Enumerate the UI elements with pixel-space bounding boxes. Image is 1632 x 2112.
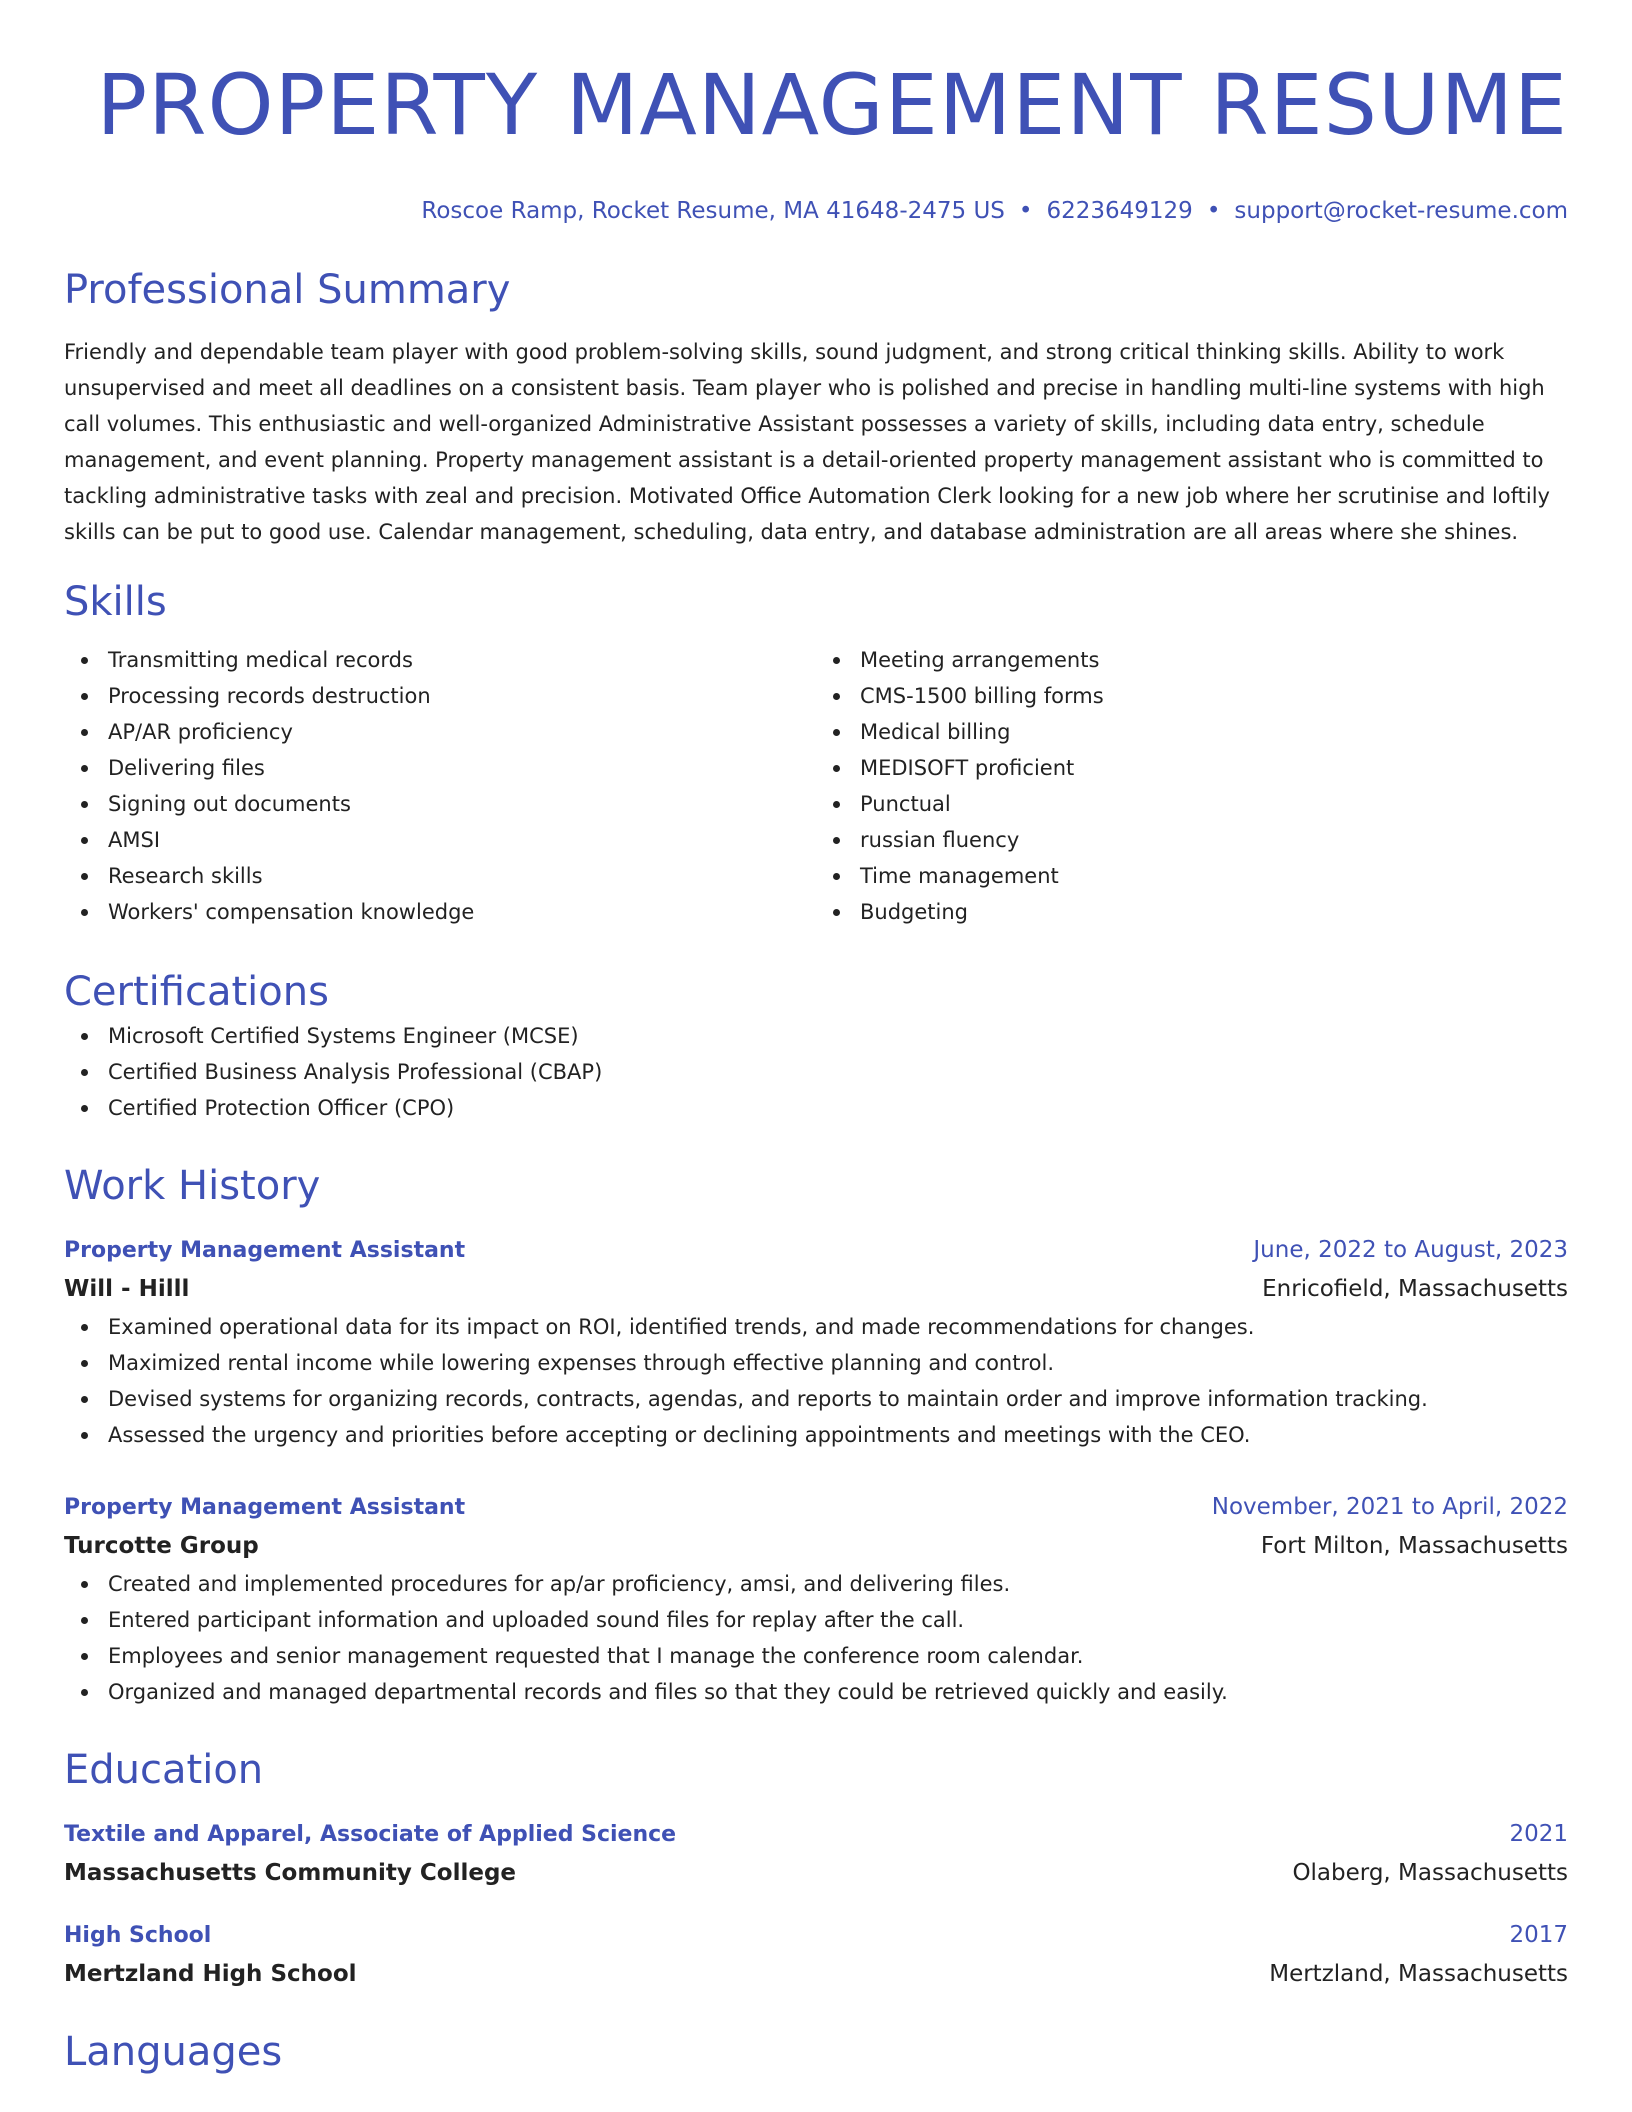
job-bullet: Maximized rental income while lowering expenses through effective planning and control. — [64, 1345, 1568, 1381]
education-school: Mertzland High School — [64, 1961, 357, 1987]
job-entry — [64, 1232, 1568, 1453]
job-header-row — [64, 1232, 1568, 1269]
skills-list-right — [816, 642, 1568, 930]
education-degree: High School — [64, 1923, 212, 1948]
contact-address: Roscoe Ramp, Rocket Resume, MA 41648-2475 US — [421, 198, 1005, 224]
languages-heading: Languages — [64, 2029, 283, 2075]
skill-item: russian fluency — [816, 822, 1568, 858]
summary-text: Friendly and dependable team player with good problem-solving skills, sound judgment, and strong critical thinking skills. Ability to work unsupervised and meet all deadlines on a consistent basis. Team player who is polished and precise in handling multi-line systems with high call volumes. This enthusiastic and well-organized Administrative Assistant possesses a variety of skills, including data entry, schedule management, and event planning. Property management assistant is a detail-oriented property management assistant who is committed to tackling administrative tasks with zeal and precision. Motivated Office Automation Clerk looking for a new job where her scrutinise and loftily skills can be put to good use. Calendar management, scheduling, data entry, and database administration are all areas where she shines. — [64, 340, 1550, 544]
job-location: Fort Milton, Massachusetts — [1260, 1533, 1568, 1559]
education-year: 2021 — [1509, 1821, 1568, 1847]
job-bullet: Created and implemented procedures for ap/ar proficiency, amsi, and delivering files. — [64, 1566, 1568, 1602]
job-company-row — [64, 1269, 1568, 1309]
job-bullets — [64, 1566, 1568, 1710]
skills-heading: Skills — [64, 579, 167, 625]
job-bullet: Devised systems for organizing records, contracts, agendas, and reports to maintain order and improve information tracking. — [64, 1381, 1568, 1417]
education-heading: Education — [64, 1747, 264, 1793]
certifications-list — [64, 1018, 1568, 1126]
education-degree: Textile and Apparel, Associate of Applied Science — [64, 1822, 677, 1847]
skill-item: Budgeting — [816, 894, 1568, 930]
job-bullet: Employees and senior management requested that I manage the conference room calendar. — [64, 1638, 1568, 1674]
skill-item: CMS-1500 billing forms — [816, 678, 1568, 714]
skill-item: Medical billing — [816, 714, 1568, 750]
contact-phone[interactable]: 6223649129 — [1046, 198, 1193, 224]
skills-grid — [64, 642, 1568, 930]
contact-line — [64, 198, 1568, 224]
skill-item: Signing out documents — [64, 786, 816, 822]
job-title: Property Management Assistant — [64, 1238, 466, 1263]
job-company: Will - Hilll — [64, 1276, 190, 1302]
contact-separator: • — [1018, 198, 1033, 224]
skill-item: Transmitting medical records — [64, 642, 816, 678]
job-dates: June, 2022 to August, 2023 — [1253, 1237, 1568, 1263]
contact-email[interactable]: support@rocket-resume.com — [1234, 198, 1568, 224]
education-school-row — [64, 1954, 1568, 1994]
job-header-row — [64, 1489, 1568, 1526]
job-location: Enricofield, Massachusetts — [1262, 1276, 1568, 1302]
summary-heading: Professional Summary — [64, 267, 511, 313]
education-entry — [64, 1816, 1568, 1893]
skill-item: Meeting arrangements — [816, 642, 1568, 678]
job-dates: November, 2021 to April, 2022 — [1211, 1494, 1568, 1520]
education-school-row — [64, 1853, 1568, 1893]
job-bullet: Organized and managed departmental records and files so that they could be retrieved quickly and easily. — [64, 1674, 1568, 1710]
job-company: Turcotte Group — [64, 1533, 259, 1559]
education-entry — [64, 1917, 1568, 1994]
skill-item: Time management — [816, 858, 1568, 894]
education-header-row — [64, 1816, 1568, 1853]
education-location: Mertzland, Massachusetts — [1269, 1961, 1568, 1987]
job-bullets — [64, 1309, 1568, 1453]
work-history-heading: Work History — [64, 1163, 321, 1209]
skill-item: AP/AR proficiency — [64, 714, 816, 750]
contact-separator: • — [1206, 198, 1221, 224]
resume-title: PROPERTY MANAGEMENT RESUME — [96, 56, 1568, 154]
education-year: 2017 — [1509, 1922, 1568, 1948]
skill-item: Research skills — [64, 858, 816, 894]
education-header-row — [64, 1917, 1568, 1954]
skill-item: Punctual — [816, 786, 1568, 822]
certification-item: Microsoft Certified Systems Engineer (MCSE) — [64, 1018, 1568, 1054]
job-entry — [64, 1489, 1568, 1710]
skill-item: Workers' compensation knowledge — [64, 894, 816, 930]
certification-item: Certified Business Analysis Professional (CBAP) — [64, 1054, 1568, 1090]
skill-item: MEDISOFT proficient — [816, 750, 1568, 786]
job-bullet: Entered participant information and uploaded sound files for replay after the call. — [64, 1602, 1568, 1638]
skill-item: Delivering files — [64, 750, 816, 786]
skill-item: AMSI — [64, 822, 816, 858]
job-bullet: Assessed the urgency and priorities before accepting or declining appointments and meetings with the CEO. — [64, 1417, 1568, 1453]
education-location: Olaberg, Massachusetts — [1292, 1860, 1568, 1886]
job-company-row — [64, 1526, 1568, 1566]
certifications-heading: Certifications — [64, 969, 329, 1015]
skills-column-left — [64, 642, 816, 930]
skills-column-right — [816, 642, 1568, 930]
job-title: Property Management Assistant — [64, 1495, 466, 1520]
certification-item: Certified Protection Officer (CPO) — [64, 1090, 1568, 1126]
education-school: Massachusetts Community College — [64, 1860, 517, 1886]
skills-list-left — [64, 642, 816, 930]
skill-item: Processing records destruction — [64, 678, 816, 714]
job-bullet: Examined operational data for its impact on ROI, identified trends, and made recommendations for changes. — [64, 1309, 1568, 1345]
